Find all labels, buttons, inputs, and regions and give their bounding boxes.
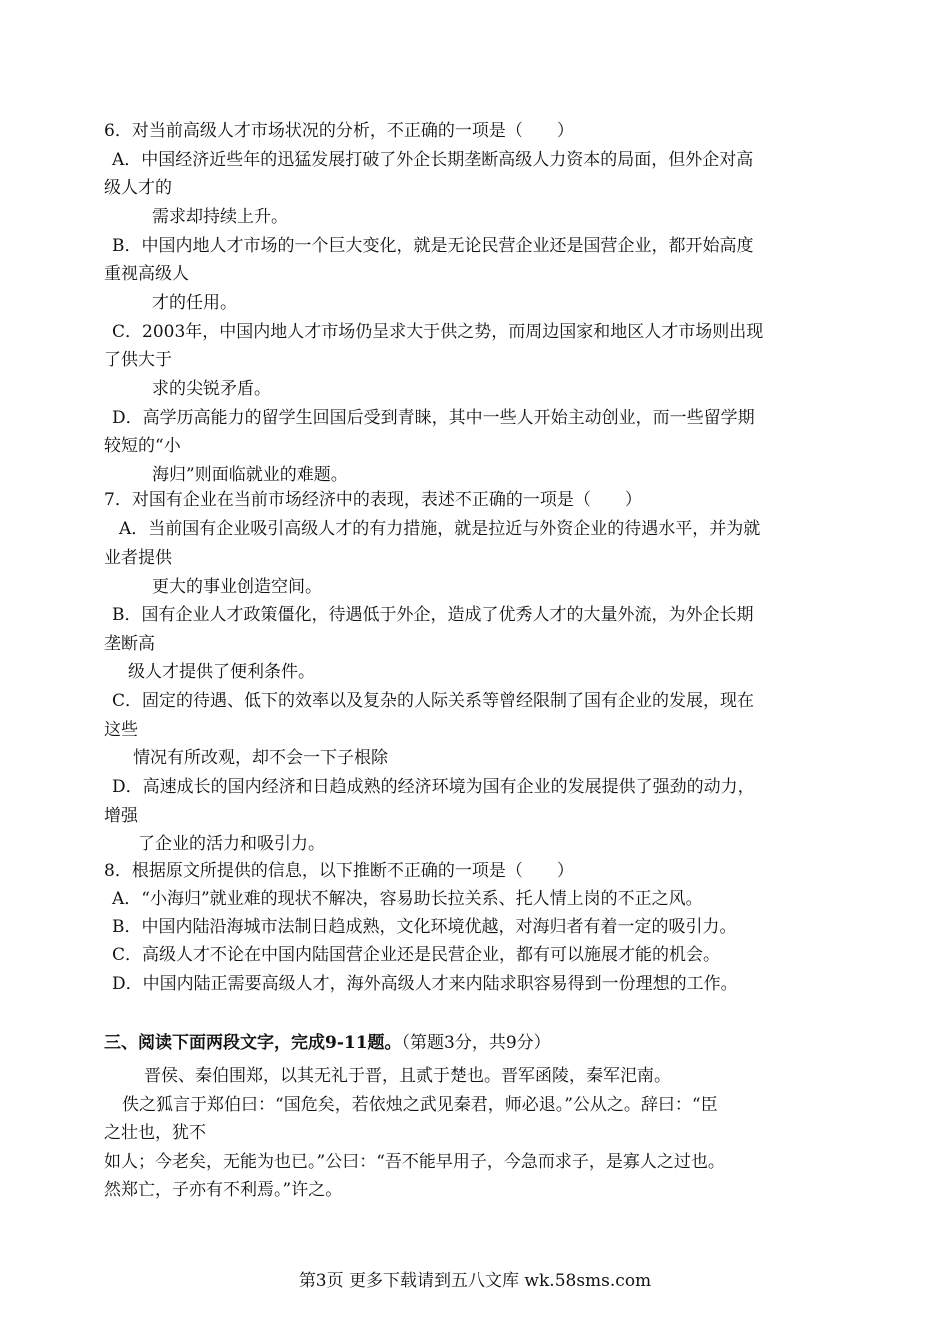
q7-option-c-line2: 这些 (104, 720, 138, 740)
q8-option-c: C．高级人才不论在中国内陆国营企业还是民营企业，都有可以施展才能的机会。 (112, 945, 721, 965)
q7-option-a-line1: A．当前国有企业吸引高级人才的有力措施，就是拉近与外资企业的待遇水平，并为就 (119, 519, 761, 539)
q6-option-c-line2: 了供大于 (104, 350, 172, 370)
q7-option-d-line1: D．高速成长的国内经济和日趋成熟的经济环境为国有企业的发展提供了强劲的动力， (112, 777, 755, 797)
section-heading-score: （第题3分，共9分） (401, 1033, 551, 1053)
section-heading (104, 1033, 551, 1053)
q6-option-b-line1: B．中国内地人才市场的一个巨大变化，就是无论民营企业还是国营企业，都开始高度 (112, 236, 754, 256)
passage-paragraph-2-line3: 如人；今老矣，无能为也已。”公曰：“吾不能早用子，今急而求子，是寡人之过也。 (104, 1152, 725, 1172)
q7-option-b-line1: B．国有企业人才政策僵化，待遇低于外企，造成了优秀人才的大量外流，为外企长期 (112, 605, 754, 625)
q6-option-b-line3: 才的任用。 (152, 293, 237, 313)
q6-option-a-line1: A．中国经济近些年的迅猛发展打破了外企长期垄断高级人力资本的局面，但外企对高 (112, 150, 754, 170)
q7-option-d-line2: 增强 (104, 806, 138, 826)
passage-paragraph-2-line1: 佚之狐言于郑伯曰：“国危矣，若依烛之武见秦君，师必退。”公从之。辞曰：“臣 (122, 1095, 718, 1115)
passage-paragraph-2-line2: 之壮也，犹不 (104, 1123, 206, 1143)
q6-option-b-line2: 重视高级人 (104, 264, 189, 284)
q7-option-a-line2: 业者提供 (104, 548, 172, 568)
q6-option-c-line1: C．2003年，中国内地人才市场仍呈求大于供之势，而周边国家和地区人才市场则出现 (112, 322, 764, 342)
q7-option-a-line3: 更大的事业创造空间。 (152, 577, 322, 597)
passage-paragraph-1: 晋侯、秦伯围郑，以其无礼于晋，且贰于楚也。晋军函陵，秦军汜南。 (144, 1066, 671, 1086)
page-footer: 第3页 更多下载请到五八文库 wk.58sms.com (298, 1271, 652, 1291)
q7-option-c-line1: C．固定的待遇、低下的效率以及复杂的人际关系等曾经限制了国有企业的发展，现在 (112, 691, 755, 711)
q6-option-a-line2: 级人才的 (104, 178, 172, 198)
q6-stem: 6．对当前高级人才市场状况的分析，不正确的一项是（ ） (104, 121, 574, 141)
passage-paragraph-2-line4: 然郑亡，子亦有不利焉。”许之。 (104, 1180, 343, 1200)
q8-option-a: A．“小海归”就业难的现状不解决，容易助长拉关系、托人情上岗的不正之风。 (112, 889, 703, 909)
q8-option-d: D．中国内陆正需要高级人才，海外高级人才来内陆求职容易得到一份理想的工作。 (112, 974, 738, 994)
q7-option-b-line2: 垄断高 (104, 634, 155, 654)
q8-option-b: B．中国内陆沿海城市法制日趋成熟，文化环境优越，对海归者有着一定的吸引力。 (112, 917, 737, 937)
q6-option-a-line3: 需求却持续上升。 (152, 207, 288, 227)
q7-option-b-line3: 级人才提供了便利条件。 (128, 662, 315, 682)
q8-stem: 8．根据原文所提供的信息，以下推断不正确的一项是（ ） (104, 861, 574, 881)
q6-option-c-line3: 求的尖锐矛盾。 (152, 379, 271, 399)
q7-option-c-line3: 情况有所改观，却不会一下子根除 (133, 748, 388, 768)
q7-stem: 7．对国有企业在当前市场经济中的表现，表述不正确的一项是（ ） (104, 490, 642, 510)
section-heading-title: 三、阅读下面两段文字，完成9-11题。 (104, 1033, 402, 1053)
q7-option-d-line3: 了企业的活力和吸引力。 (138, 834, 325, 854)
q6-option-d-line1: D．高学历高能力的留学生回国后受到青睐，其中一些人开始主动创业，而一些留学期 (112, 408, 755, 428)
q6-option-d-line2: 较短的“小 (104, 436, 181, 456)
q6-option-d-line3: 海归”则面临就业的难题。 (152, 465, 348, 485)
